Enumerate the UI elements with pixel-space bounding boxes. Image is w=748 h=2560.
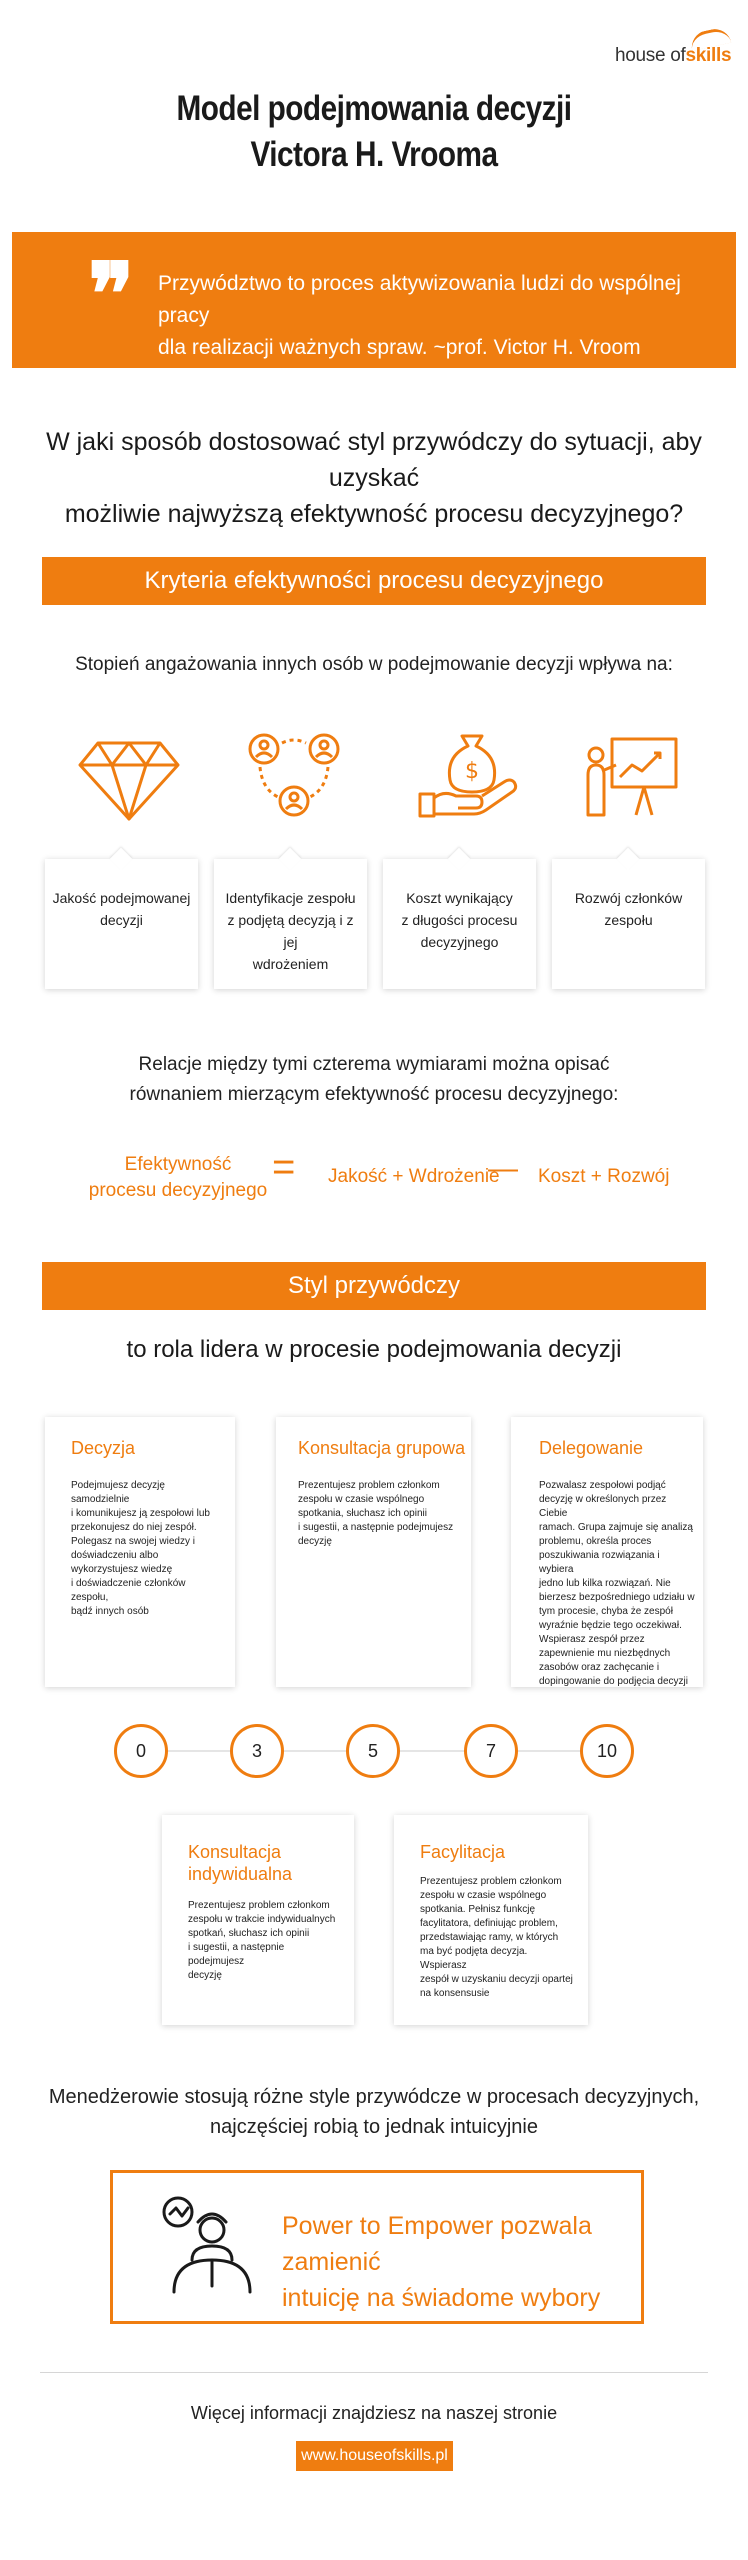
desc-line: decyzję (188, 1970, 222, 1981)
style-description (71, 1479, 221, 1619)
style-description (298, 1479, 457, 1549)
diamond-icon (78, 735, 180, 821)
style-title-line: indywidualna (188, 1864, 293, 1884)
presentation-growth-icon (584, 733, 680, 819)
criterion-line: Jakość podejmowanej (52, 890, 191, 906)
main-question (40, 424, 708, 532)
criterion-line: Identyfikacje zespołu (225, 890, 356, 906)
relation-line-2: równaniem mierzącym efektywność procesu decyzyjnego: (129, 1084, 619, 1105)
desc-line: zespół w uzyskaniu decyzji opartej (420, 1974, 573, 1985)
equation-left-line-1: Efektywność (124, 1154, 232, 1175)
criteria-bar: Kryteria efektywności procesu decyzyjnego (42, 557, 706, 605)
criterion-text (389, 887, 530, 953)
desc-line: Polegasz na swojej wiedzy i (71, 1536, 195, 1547)
style-title: Facylitacja (420, 1842, 506, 1862)
thinking-person-icon (152, 2196, 252, 2292)
desc-line: bądź innych osób (71, 1606, 149, 1617)
desc-line: jedno lub kilka rozwiązań. Nie (539, 1578, 671, 1589)
desc-line: spotkań, słuchasz ich opinii (188, 1928, 310, 1939)
scale-point-10: 10 (580, 1724, 634, 1778)
criterion-line: z podjętą decyzją i z jej (227, 912, 354, 950)
question-line-1: W jaki sposób dostosować styl przywódczy do sytuacji, aby uzyskać (46, 428, 702, 492)
question-line-2: możliwie najwyższą efektywność procesu decyzyjnego? (64, 500, 684, 528)
style-card-delegation (511, 1417, 703, 1687)
desc-line: Prezentujesz problem członkom (188, 1900, 330, 1911)
desc-line: Prezentujesz problem członkom (420, 1876, 562, 1887)
criterion-line: decyzji (100, 912, 143, 928)
quote-line-1: Przywództwo to proces aktywizowania ludzi do wspólnej pracy (158, 272, 681, 327)
desc-line: decyzję w określonych przez Ciebie (539, 1494, 667, 1519)
footer-divider (40, 2372, 708, 2373)
desc-line: i sugestii, a następnie podejmujesz (188, 1942, 285, 1967)
desc-line: zespołu w czasie wspólnego (420, 1890, 547, 1901)
criterion-card-quality (45, 859, 198, 989)
style-title: Delegowanie (539, 1438, 644, 1458)
quote-mark-icon: ❞ (88, 244, 135, 345)
desc-line: poszukiwania rozwiązania i wybiera (539, 1550, 660, 1575)
desc-line: Pozwalasz zespołowi podjąć (539, 1480, 666, 1491)
desc-line: Prezentujesz problem członkom (298, 1480, 440, 1491)
criterion-text (558, 887, 699, 931)
managers-line-1: Menedżerowie stosują różne style przywódcze w procesach decyzyjnych, (48, 2086, 700, 2108)
style-description (420, 1875, 574, 2001)
criteria-intro: Stopień angażowania innych osób w podejmowanie decyzji wpływa na: (75, 654, 673, 675)
desc-line: zasobów oraz zachęcanie i (539, 1662, 660, 1673)
desc-line: Wspierasz zespół przez (539, 1634, 645, 1645)
title-line-2: Victora H. Vrooma (250, 135, 498, 174)
style-title: Konsultacja grupowa (298, 1438, 466, 1458)
quote-text (158, 268, 718, 364)
style-title (188, 1841, 292, 1885)
managers-line-2: najczęściej robią to jednak intuicyjnie (210, 2116, 538, 2138)
desc-line: przekonujesz do niej zespół. (71, 1522, 197, 1533)
criterion-line: zespołu (604, 912, 653, 928)
page-title (56, 86, 692, 178)
svg-text:$: $ (465, 759, 479, 784)
criterion-card-cost (383, 859, 536, 989)
title-line-1: Model podejmowania decyzji (176, 89, 572, 128)
managers-text (40, 2082, 708, 2142)
desc-line: decyzję (298, 1536, 332, 1547)
desc-line: i doświadczenie członków zespołu, (71, 1578, 186, 1603)
relation-line-1: Relacje między tymi czterema wymiarami można opisać (138, 1054, 610, 1075)
style-description (539, 1479, 695, 1689)
style-card-decision (45, 1417, 235, 1687)
equation-middle: Jakość + Wdrożenie (328, 1166, 500, 1187)
criterion-text (220, 887, 361, 975)
equals-sign: = (272, 1145, 296, 1189)
desc-line: zespołu w trakcie indywidualnych (188, 1914, 336, 1925)
more-info-text: Więcej informacji znajdziesz na naszej stronie (190, 2403, 558, 2423)
desc-line: ramach. Grupa zajmuje się analizą (539, 1522, 693, 1533)
criterion-card-identification (214, 859, 367, 989)
criterion-line: z długości procesu (401, 912, 518, 928)
desc-line: i komunikujesz ją zespołowi lub (71, 1508, 210, 1519)
desc-line: zapewnienie mu niezbędnych (539, 1648, 671, 1659)
desc-line: problemu, określa proces (539, 1536, 652, 1547)
desc-line: wyraźnie będzie tego oczekiwał. (539, 1620, 682, 1631)
scale-point-7: 7 (464, 1724, 518, 1778)
equation-left-line-2: procesu decyzyjnego (88, 1180, 268, 1201)
desc-line: doświadczeniu albo (71, 1550, 159, 1561)
money-bag-hand-icon (418, 728, 518, 818)
style-title: Decyzja (71, 1438, 136, 1458)
equation-right: Koszt + Rozwój (538, 1166, 670, 1187)
leadership-subtitle: to rola lidera w procesie podejmowania decyzji (126, 1336, 622, 1363)
desc-line: na konsensusie (420, 1988, 490, 1999)
desc-line: zespołu w czasie wspólnego (298, 1494, 425, 1505)
desc-line: facylitatora, definiując problem, (420, 1918, 558, 1929)
desc-line: przedstawiając ramy, w których (420, 1932, 559, 1943)
style-description (188, 1899, 340, 1983)
desc-line: wykorzystujesz wiedzę (71, 1564, 173, 1575)
empower-text (282, 2208, 632, 2316)
empower-line-2: intuicję na świadome wybory (282, 2284, 601, 2312)
criterion-line: Rozwój członków (574, 890, 683, 906)
criterion-line: Koszt wynikający (406, 890, 513, 906)
criterion-line: decyzyjnego (420, 934, 499, 950)
empower-line-1: Power to Empower pozwala zamienić (282, 2212, 592, 2276)
relation-text (40, 1050, 708, 1110)
desc-line: spotkania. Pełnisz funkcję (420, 1904, 536, 1915)
style-title-line: Konsultacja (188, 1842, 282, 1862)
criterion-line: wdrożeniem (252, 956, 329, 972)
style-card-facilitation (394, 1815, 588, 2025)
logo-house-text: house of (615, 45, 686, 66)
criterion-text (51, 887, 192, 931)
scale-point-3: 3 (230, 1724, 284, 1778)
scale-point-5: 5 (346, 1724, 400, 1778)
website-link[interactable]: www.houseofskills.pl (296, 2441, 453, 2471)
desc-line: bierzesz bezpośredniego udziału w (539, 1592, 695, 1603)
criterion-card-development (552, 859, 705, 989)
desc-line: ma być podjęta decyzja. Wspierasz (420, 1946, 528, 1971)
team-icon (248, 733, 340, 819)
desc-line: spotkania, słuchasz ich opinii (298, 1508, 427, 1519)
logo[interactable] (615, 45, 731, 67)
desc-line: i sugestii, a następnie podejmujesz (298, 1522, 454, 1533)
scale-point-0: 0 (114, 1724, 168, 1778)
logo-skills-text: skills (685, 45, 732, 66)
leadership-bar: Styl przywódczy (42, 1262, 706, 1310)
minus-sign: — (488, 1152, 518, 1185)
desc-line: Podejmujesz decyzję samodzielnie (71, 1480, 165, 1505)
equation-left (88, 1152, 268, 1204)
desc-line: tym procesie, chyba że zespół (539, 1606, 673, 1617)
desc-line: dopingowanie do podjęcia decyzji (539, 1676, 688, 1687)
style-card-individual-consultation (162, 1815, 354, 2025)
quote-line-2: dla realizacji ważnych spraw. ~prof. Victor H. Vroom (158, 336, 641, 359)
style-card-group-consultation (276, 1417, 471, 1687)
